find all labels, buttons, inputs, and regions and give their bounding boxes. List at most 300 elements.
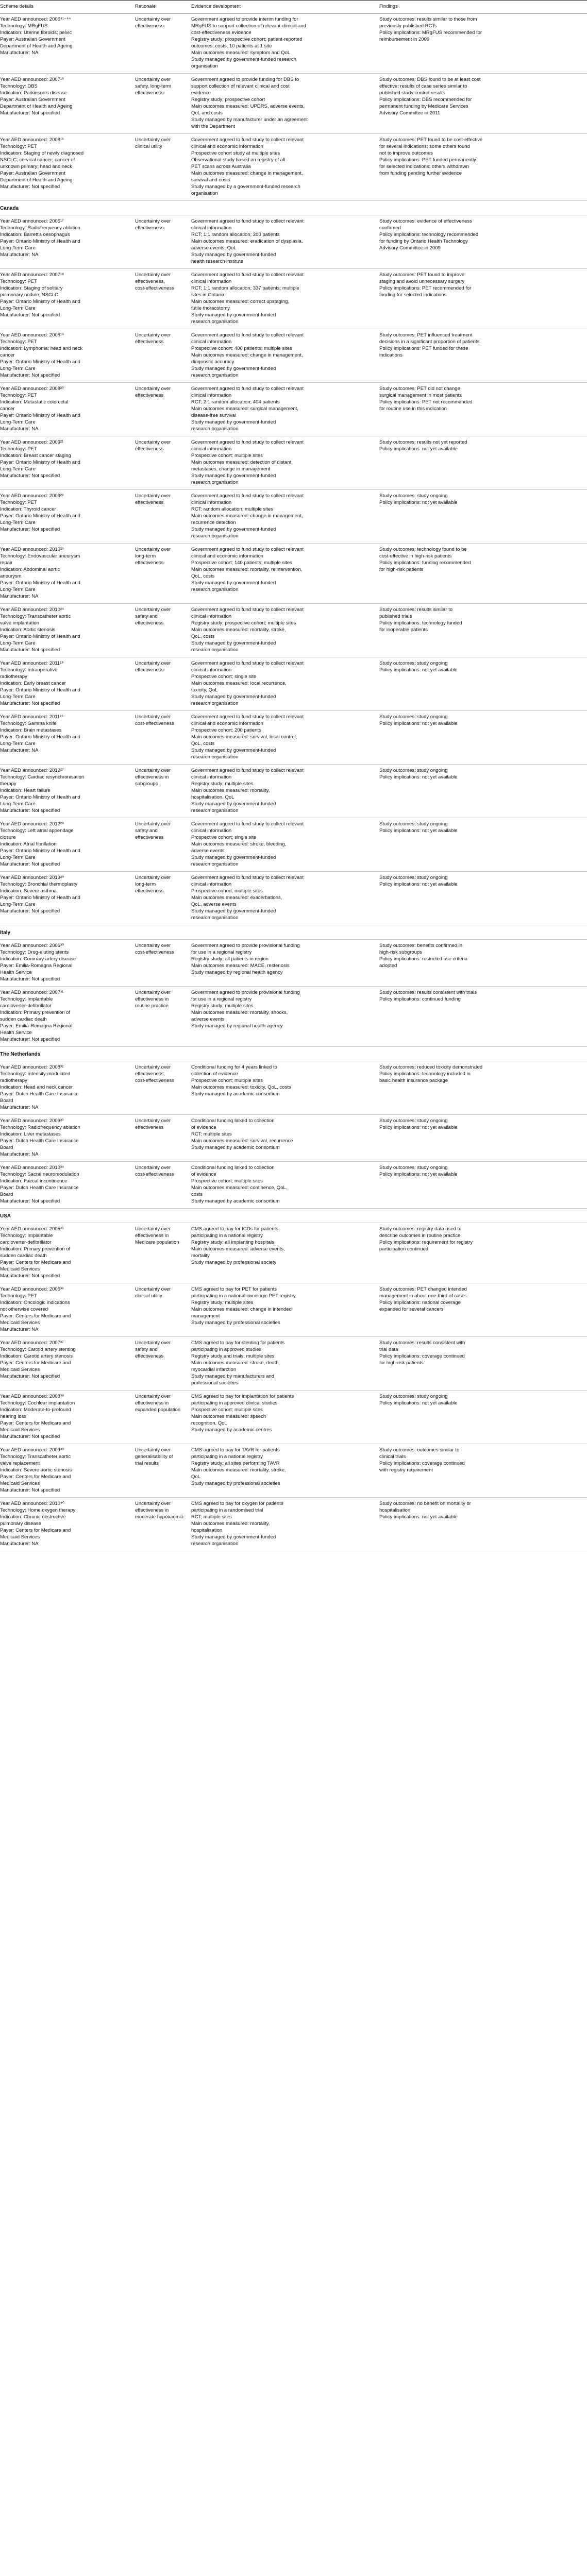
cell-line: Uncertainty over bbox=[135, 1394, 171, 1399]
cell-line: CMS agreed to pay for ICDs for patients bbox=[191, 1226, 278, 1232]
cell-line: Manufacturer: NA bbox=[0, 748, 39, 753]
cell-line: Technology: Cochlear implantation bbox=[0, 1400, 75, 1406]
cell-line: Indication: Barrett's oesophagus bbox=[0, 232, 70, 238]
cell-line: Payer: Ontario Ministry of Health and bbox=[0, 580, 80, 586]
cell-rationale bbox=[135, 134, 191, 201]
cell-line: cost-effectiveness bbox=[135, 1172, 174, 1177]
cell-scheme-details bbox=[0, 490, 135, 544]
cell-rationale bbox=[135, 1061, 191, 1115]
cell-line: Manufacturer: NA bbox=[0, 426, 39, 432]
cell-line: cost-effectiveness bbox=[135, 721, 174, 726]
cell-line: Long-Term Care bbox=[0, 366, 36, 371]
cell-line: radiotherapy bbox=[0, 1078, 27, 1083]
cell-line: Study managed by government-funded bbox=[191, 640, 276, 646]
cell-line: expanded for several cancers bbox=[379, 1307, 444, 1312]
cell-rationale bbox=[135, 604, 191, 657]
cell-rationale bbox=[135, 1162, 191, 1209]
cell-line: of evidence bbox=[191, 1172, 216, 1177]
cell-rationale bbox=[135, 1337, 191, 1391]
cell-line: Uncertainty over bbox=[135, 1226, 171, 1232]
table-row bbox=[0, 134, 587, 201]
cell-line: Main outcomes measured: change in management, bbox=[191, 352, 303, 358]
cell-line: RCT; 1:1 random allocation; 337 patients; multiple bbox=[191, 285, 299, 291]
cell-scheme-details bbox=[0, 1444, 135, 1498]
cell-line: Uncertainty over bbox=[135, 990, 171, 995]
cell-evidence-development bbox=[191, 987, 379, 1047]
cell-line: Payer: Ontario Ministry of Health and bbox=[0, 687, 80, 693]
cell-line: Government agreed to fund study to collect relevant bbox=[191, 439, 304, 445]
cell-scheme-details bbox=[0, 1337, 135, 1391]
cell-line: Technology: Radiofrequency ablation bbox=[0, 225, 80, 231]
cell-line: trial data bbox=[379, 1347, 398, 1352]
cell-line: Registry study; multiple sites bbox=[191, 781, 254, 787]
cell-line: RCT; 1:1 random allocation; 200 patients bbox=[191, 232, 280, 238]
cell-line: diagnostic accuracy bbox=[191, 359, 234, 365]
cell-line: Registry study; multiple sites bbox=[191, 1300, 254, 1306]
cell-scheme-details bbox=[0, 987, 135, 1047]
cell-line: Main outcomes measured: mortality, shocks, bbox=[191, 1010, 288, 1015]
cell-rationale bbox=[135, 544, 191, 604]
cell-line: Manufacturer: NA bbox=[0, 50, 39, 56]
cell-scheme-details bbox=[0, 1223, 135, 1283]
cell-line: not otherwise covered bbox=[0, 1307, 48, 1312]
cell-line: Board bbox=[0, 1098, 13, 1104]
cell-scheme-details bbox=[0, 940, 135, 987]
cell-line: cancer bbox=[0, 352, 15, 358]
cell-findings bbox=[379, 269, 587, 329]
cell-line: pulmonary nodule; NSCLC bbox=[0, 292, 59, 298]
cell-line: Indication: Faecal incontinence bbox=[0, 1178, 68, 1184]
cell-line: Indication: Atrial fibrillation bbox=[0, 841, 57, 847]
cell-line: Year AED announced: 2009²² bbox=[0, 493, 64, 499]
cell-evidence-development bbox=[191, 765, 379, 818]
cell-line: Technology: PET bbox=[0, 393, 37, 398]
cell-line: RCT; 2:1 random allocation; 404 patients bbox=[191, 399, 280, 405]
cell-line: Study managed by academic consortium bbox=[191, 1091, 280, 1097]
cell-line: Policy implications: technology included in bbox=[379, 1071, 471, 1077]
section-heading bbox=[0, 925, 587, 940]
cell-line: Year AED announced: 2010²⁴ bbox=[0, 607, 64, 613]
cell-line: Main outcomes measured: mortality, bbox=[191, 788, 270, 793]
cell-line: effectiveness in bbox=[135, 1400, 169, 1406]
cell-line: Department of Health and Ageing bbox=[0, 43, 73, 49]
cell-line: Manufacturer: Not specified bbox=[0, 808, 60, 814]
cell-line: Technology: Bronchial thermoplasty bbox=[0, 882, 77, 887]
cell-evidence-development bbox=[191, 818, 379, 872]
cell-rationale bbox=[135, 1283, 191, 1337]
cell-line: Government agreed to fund study to collect relevant bbox=[191, 386, 304, 392]
cell-line: Payer: Centers for Medicare and bbox=[0, 1420, 71, 1426]
cell-line: Technology: PET bbox=[0, 279, 37, 284]
cell-line: Manufacturer: Not specified bbox=[0, 1198, 60, 1204]
cell-line: published study control results bbox=[379, 90, 445, 96]
cell-line: Policy implications: technology funded bbox=[379, 620, 462, 626]
table-section-row bbox=[0, 1209, 587, 1223]
cell-line: Manufacturer: NA bbox=[0, 1105, 39, 1110]
cell-line: Uncertainty over bbox=[135, 660, 171, 666]
cell-line: Study outcomes: evidence of effectiveness bbox=[379, 218, 472, 224]
cell-line: Technology: Transcatheter aortic bbox=[0, 614, 71, 619]
cell-findings bbox=[379, 436, 587, 490]
cell-line: Indication: Lymphoma; head and neck bbox=[0, 346, 83, 351]
cell-line: Prospective cohort; multiple sites bbox=[191, 453, 263, 459]
cell-rationale bbox=[135, 657, 191, 711]
cell-line: Payer: Dutch Health Care Insurance bbox=[0, 1185, 79, 1191]
cell-line: Indication: Staging of newly diagnosed bbox=[0, 150, 84, 156]
cell-line: Manufacturer: NA bbox=[0, 1151, 39, 1157]
cell-line: Policy implications: not yet available bbox=[379, 721, 458, 726]
cell-findings bbox=[379, 1115, 587, 1162]
cell-line: cost-effectiveness bbox=[135, 1078, 174, 1083]
cell-line: Study outcomes: no benefit on mortality or bbox=[379, 1501, 471, 1506]
cell-line: effectiveness bbox=[135, 339, 164, 345]
table-body bbox=[0, 13, 587, 1551]
cell-line: Manufacturer: Not specified bbox=[0, 1434, 60, 1439]
cell-line: Year AED announced: 2007¹⁵ bbox=[0, 77, 64, 82]
cell-line: Study outcomes: results similar to bbox=[379, 607, 453, 613]
table-row bbox=[0, 1391, 587, 1444]
cell-line: Main outcomes measured: stroke, bleeding, bbox=[191, 841, 287, 847]
cell-line: Payer: Ontario Ministry of Health and bbox=[0, 794, 80, 800]
cell-line: research organisation bbox=[191, 533, 239, 539]
cell-line: toxicity, QoL bbox=[191, 687, 218, 693]
cell-line: previously published RCTs bbox=[379, 23, 437, 29]
cell-line: Uncertainty over bbox=[135, 547, 171, 552]
cell-line: Government agreed to fund study to collect relevant bbox=[191, 272, 304, 278]
cell-line: Main outcomes measured: MACE, restenosis bbox=[191, 963, 290, 969]
cell-line: Medicaid Services bbox=[0, 1534, 40, 1540]
cell-line: Medicaid Services bbox=[0, 1266, 40, 1272]
cell-line: clinical information bbox=[191, 882, 232, 887]
cell-rationale bbox=[135, 1223, 191, 1283]
cell-line: hospitalisation bbox=[379, 1507, 411, 1513]
cell-line: QoL, costs bbox=[191, 573, 215, 579]
cell-line: Government agreed to fund study to collect relevant bbox=[191, 660, 304, 666]
cell-scheme-details bbox=[0, 1115, 135, 1162]
table-row bbox=[0, 1444, 587, 1498]
cell-line: cost-effectiveness bbox=[135, 285, 174, 291]
cell-evidence-development bbox=[191, 134, 379, 201]
cell-line: health research institute bbox=[191, 259, 243, 264]
cell-rationale bbox=[135, 987, 191, 1047]
cell-line: Registry study; all patients in region bbox=[191, 956, 269, 962]
cell-line: Long-Term Care bbox=[0, 520, 36, 526]
cell-line: QoL, costs bbox=[191, 741, 215, 747]
cell-line: funding for selected indications bbox=[379, 292, 447, 298]
cell-line: permanent funding by Medicare Services bbox=[379, 104, 468, 109]
header-findings: Findings bbox=[379, 1, 587, 13]
cell-rationale bbox=[135, 765, 191, 818]
cell-line: Year AED announced: 2011²⁶ bbox=[0, 714, 64, 720]
cell-line: Year AED announced: 2006⁴¹⁻⁴⁴ bbox=[0, 16, 71, 22]
cell-line: Study outcomes: study ongoing bbox=[379, 768, 448, 773]
table-row bbox=[0, 1223, 587, 1283]
cell-line: Study managed by a government-funded research bbox=[191, 184, 300, 190]
cell-line: recurrence detection bbox=[191, 520, 236, 526]
cell-findings bbox=[379, 1337, 587, 1391]
cell-line: Indication: Heart failure bbox=[0, 788, 51, 793]
cell-line: survival and costs bbox=[191, 177, 230, 183]
cell-line: with the Department bbox=[191, 124, 236, 129]
cell-line: cost-effectiveness bbox=[135, 950, 174, 955]
cell-findings bbox=[379, 987, 587, 1047]
cell-line: Study outcomes: results consistent with bbox=[379, 1340, 465, 1346]
cell-line: Payer: Australian Government bbox=[0, 97, 65, 103]
cell-line: MRgFUS to support collection of relevant clinical and bbox=[191, 23, 306, 29]
cell-line: Indication: Chronic obstructive bbox=[0, 1514, 66, 1520]
cell-line: Uncertainty over bbox=[135, 218, 171, 224]
cell-line: hearing loss bbox=[0, 1414, 27, 1419]
table-row bbox=[0, 1162, 587, 1209]
cell-line: research organisation bbox=[191, 754, 239, 760]
cell-line: Technology: Left atrial appendage bbox=[0, 828, 74, 834]
cell-line: effectiveness in bbox=[135, 1507, 169, 1513]
cell-line: surgical management in most patients bbox=[379, 393, 462, 398]
cell-line: Government agreed to fund study to collect relevant bbox=[191, 768, 304, 773]
cell-line: staging and avoid unnecessary surgery bbox=[379, 279, 465, 284]
cell-line: Study managed by professional societies bbox=[191, 1320, 280, 1326]
cell-rationale bbox=[135, 1391, 191, 1444]
cell-line: effectiveness bbox=[135, 1125, 164, 1130]
table-row bbox=[0, 818, 587, 872]
cell-line: for funding by Ontario Health Technology bbox=[379, 239, 468, 244]
cell-line: Payer: Centers for Medicare and bbox=[0, 1474, 71, 1480]
cell-line: Long-Term Care bbox=[0, 587, 36, 592]
cell-line: participating in approved clinical studies bbox=[191, 1400, 278, 1406]
cell-line: Uncertainty over bbox=[135, 1501, 171, 1506]
cell-findings bbox=[379, 544, 587, 604]
table-row bbox=[0, 269, 587, 329]
cell-line: PET scans across Australia bbox=[191, 164, 251, 170]
cell-line: Uncertainty over bbox=[135, 332, 171, 338]
cell-line: Year AED announced: 2010³⁴ bbox=[0, 1165, 64, 1171]
cell-line: moderate hypoxaemia bbox=[135, 1514, 183, 1520]
cell-line: Indication: Brain metastases bbox=[0, 727, 62, 733]
table-row bbox=[0, 657, 587, 711]
cell-line: Policy implications: coverage continued bbox=[379, 1461, 465, 1466]
cell-scheme-details bbox=[0, 657, 135, 711]
cell-line: subgroups bbox=[135, 781, 158, 787]
cell-line: Medicaid Services bbox=[0, 1427, 40, 1433]
table-section-row bbox=[0, 1047, 587, 1061]
cell-line: Long-Term Care bbox=[0, 466, 36, 472]
table-row bbox=[0, 329, 587, 383]
table-row bbox=[0, 215, 587, 269]
cell-line: Study managed by academic consortium bbox=[191, 1198, 280, 1204]
cell-evidence-development bbox=[191, 490, 379, 544]
cell-evidence-development bbox=[191, 544, 379, 604]
cell-line: QoL and costs bbox=[191, 110, 223, 116]
cell-line: clinical utility bbox=[135, 144, 162, 149]
cell-line: Policy implications: PET funded for these bbox=[379, 346, 468, 351]
cell-line: Main outcomes measured: change in intended bbox=[191, 1307, 292, 1312]
cell-rationale bbox=[135, 269, 191, 329]
cell-evidence-development bbox=[191, 1498, 379, 1551]
cell-line: mortality bbox=[191, 1253, 210, 1259]
cell-line: closure bbox=[0, 835, 16, 840]
cell-line: Technology: PET bbox=[0, 144, 37, 149]
cell-line: Payer: Dutch Health Care Insurance bbox=[0, 1091, 79, 1097]
cell-line: Registry study; all implanting hospitals bbox=[191, 1240, 275, 1245]
cell-scheme-details bbox=[0, 1061, 135, 1115]
cell-line: safety and bbox=[135, 828, 158, 834]
cell-line: adopted bbox=[379, 963, 397, 969]
cell-line: Main outcomes measured: correct upstaging, bbox=[191, 299, 290, 304]
cell-line: effectiveness in bbox=[135, 774, 169, 780]
cell-scheme-details bbox=[0, 134, 135, 201]
cell-line: Conditional funding linked to collection bbox=[191, 1118, 275, 1124]
cell-line: Uncertainty over bbox=[135, 1165, 171, 1171]
cell-line: Study managed by professional societies bbox=[191, 1481, 280, 1486]
cell-line: research organisation bbox=[191, 701, 239, 706]
cell-line: effectiveness bbox=[135, 620, 164, 626]
header-rationale: Rationale bbox=[135, 1, 191, 13]
cell-line: Year AED announced: 2006³⁶ bbox=[0, 1286, 64, 1292]
section-heading-text: The Netherlands bbox=[0, 1052, 41, 1057]
cell-line: research organisation bbox=[191, 808, 239, 814]
cell-line: Year AED announced: 2009²¹ bbox=[0, 439, 64, 445]
cell-line: Study outcomes: outcomes similar to bbox=[379, 1447, 460, 1453]
cell-findings bbox=[379, 1498, 587, 1551]
cell-findings bbox=[379, 74, 587, 134]
cell-line: Technology: DBS bbox=[0, 83, 38, 89]
cell-line: Department of Health and Ageing bbox=[0, 177, 73, 183]
cell-line: Technology: PET bbox=[0, 1293, 37, 1299]
section-heading-text: Italy bbox=[0, 930, 11, 936]
cell-line: research organisation bbox=[191, 1541, 239, 1547]
table-row bbox=[0, 1061, 587, 1115]
cell-line: Payer: Ontario Ministry of Health and bbox=[0, 299, 80, 304]
cell-line: Main outcomes measured: surgical management, bbox=[191, 406, 299, 412]
cell-findings bbox=[379, 134, 587, 201]
cell-line: research organisation bbox=[191, 426, 239, 432]
cell-findings bbox=[379, 765, 587, 818]
table-row bbox=[0, 765, 587, 818]
cell-line: Government agreed to provide provisional funding bbox=[191, 990, 300, 995]
cell-line: outcomes; costs; 10 patients at 1 site bbox=[191, 43, 272, 49]
cell-line: Policy implications: technology recommended bbox=[379, 232, 479, 238]
cell-line: Technology: Implantable bbox=[0, 1233, 53, 1239]
section-heading bbox=[0, 201, 587, 215]
cell-line: Study managed by government-funded bbox=[191, 855, 276, 860]
cell-line: futile thoracotomy bbox=[191, 306, 230, 311]
cell-line: Study managed by academic consortium bbox=[191, 1145, 280, 1150]
cell-line: Manufacturer: Not specified bbox=[0, 1374, 60, 1379]
cell-line: Manufacturer: Not specified bbox=[0, 647, 60, 653]
cell-line: Year AED announced: 2008²⁰ bbox=[0, 386, 64, 392]
cell-line: clinical and economic information bbox=[191, 721, 263, 726]
cell-line: Year AED announced: 2009³⁹ bbox=[0, 1447, 64, 1453]
cell-line: Health Service bbox=[0, 970, 32, 975]
cell-line: Medicaid Services bbox=[0, 1481, 40, 1486]
cell-rationale bbox=[135, 1115, 191, 1162]
cell-line: Main outcomes measured: mortality, stroke, bbox=[191, 627, 286, 633]
cell-line: clinical information bbox=[191, 774, 232, 780]
cell-line: Manufacturer: NA bbox=[0, 1541, 39, 1547]
cell-line: basic health insurance package bbox=[379, 1078, 448, 1083]
cell-line: sudden cardiac death bbox=[0, 1016, 47, 1022]
cell-line: indications bbox=[379, 352, 402, 358]
cell-scheme-details bbox=[0, 765, 135, 818]
header-scheme-details: Scheme details bbox=[0, 1, 135, 13]
cell-line: Study managed by manufacturers and bbox=[191, 1374, 275, 1379]
cell-line: Study outcomes: results similar to those from bbox=[379, 16, 477, 22]
cell-line: safety and bbox=[135, 1347, 158, 1352]
table-row bbox=[0, 490, 587, 544]
cell-line: effectiveness bbox=[135, 835, 164, 840]
cell-line: sudden cardiac death bbox=[0, 1253, 47, 1259]
cell-line: expanded population bbox=[135, 1407, 181, 1413]
cell-line: Year AED announced: 2008¹⁹ bbox=[0, 332, 64, 338]
cell-evidence-development bbox=[191, 940, 379, 987]
cell-line: Study outcomes: results consistent with trials bbox=[379, 990, 477, 995]
cell-evidence-development bbox=[191, 1115, 379, 1162]
cell-line: Policy implications: not yet available bbox=[379, 1400, 458, 1406]
table-row bbox=[0, 987, 587, 1047]
cell-line: Manufacturer: Not specified bbox=[0, 1487, 60, 1493]
cell-line: Policy implications: not yet available bbox=[379, 500, 458, 505]
cell-line: Main outcomes measured: toxicity, QoL, costs bbox=[191, 1084, 291, 1090]
cell-line: Policy implications: PET funded permanently bbox=[379, 157, 476, 163]
cell-line: Government agreed to fund study to collect relevant bbox=[191, 137, 304, 143]
cell-line: Year AED announced: 2005³⁵ bbox=[0, 1226, 64, 1232]
cell-line: management in about one-third of cases bbox=[379, 1293, 467, 1299]
cell-line: Registry study; prospective cohort; patient-reported bbox=[191, 37, 303, 42]
cell-line: cardioverter-defibrillator bbox=[0, 1003, 52, 1009]
cell-line: Payer: Centers for Medicare and bbox=[0, 1528, 71, 1533]
cell-line: Technology: Cardiac resynchronisation bbox=[0, 774, 85, 780]
cell-line: Indication: Primary prevention of bbox=[0, 1246, 71, 1252]
cell-line: Indication: Thyroid cancer bbox=[0, 506, 56, 512]
cell-line: effectiveness bbox=[135, 560, 164, 566]
cell-line: Uncertainty over bbox=[135, 821, 171, 827]
cell-line: RCT; multiple sites bbox=[191, 1514, 232, 1520]
cell-line: safety and bbox=[135, 614, 158, 619]
table-row bbox=[0, 1337, 587, 1391]
cell-line: clinical information bbox=[191, 500, 232, 505]
cell-line: Payer: Ontario Ministry of Health and bbox=[0, 513, 80, 519]
cell-line: Main outcomes measured: mortality, stroke, bbox=[191, 1467, 286, 1473]
cell-line: CMS agreed to pay for stenting for patients bbox=[191, 1340, 285, 1346]
cell-line: Health Service bbox=[0, 1030, 32, 1036]
cell-line: Study managed by government-funded bbox=[191, 801, 276, 807]
cell-line: research organisation bbox=[191, 480, 239, 485]
table-row bbox=[0, 383, 587, 436]
section-heading-text: USA bbox=[0, 1213, 11, 1219]
cell-findings bbox=[379, 940, 587, 987]
cell-findings bbox=[379, 604, 587, 657]
cell-line: for high-risk patients bbox=[379, 1360, 424, 1366]
cell-evidence-development bbox=[191, 215, 379, 269]
cell-line: Indication: Staging of solitary bbox=[0, 285, 63, 291]
cell-line: effectiveness bbox=[135, 500, 164, 505]
cell-line: decisions in a significant proportion of patients bbox=[379, 339, 480, 345]
cell-line: disease-free survival bbox=[191, 413, 237, 418]
cell-line: Study outcomes: study ongoing bbox=[379, 1118, 448, 1124]
cell-line: Prospective cohort; multiple sites bbox=[191, 1178, 263, 1184]
cell-line: Main outcomes measured: change in management, bbox=[191, 513, 303, 519]
cell-scheme-details bbox=[0, 1391, 135, 1444]
cell-line: professional societies bbox=[191, 1380, 238, 1386]
cell-line: published trials bbox=[379, 614, 412, 619]
cell-findings bbox=[379, 872, 587, 925]
cell-line: Government agreed to fund study to collect relevant bbox=[191, 332, 304, 338]
cell-scheme-details bbox=[0, 383, 135, 436]
cell-line: Main outcomes measured: exacerbations, bbox=[191, 895, 282, 901]
cell-line: valve replacement bbox=[0, 1461, 40, 1466]
cell-line: Study outcomes: study ongoing bbox=[379, 493, 448, 499]
cell-line: Year AED announced: 2006¹⁷ bbox=[0, 218, 64, 224]
